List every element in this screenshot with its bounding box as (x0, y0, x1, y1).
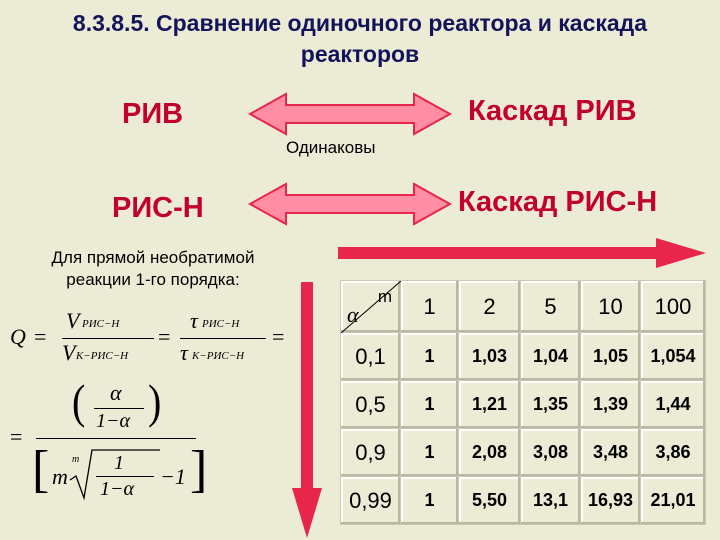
formula-one: 1 (114, 452, 124, 474)
label-identical: Одинаковы (286, 138, 376, 157)
formula-equals: = (272, 324, 285, 349)
slide-title (0, 8, 720, 70)
title-line-2: реакторов (300, 41, 420, 67)
table-cell: 1,054 (641, 333, 706, 381)
fraction-bar (180, 338, 266, 339)
label-cascade-riv: Каскад РИВ (468, 95, 637, 127)
fraction-bar (36, 438, 196, 439)
table-row (341, 333, 706, 381)
table-cell: 1,35 (521, 381, 581, 429)
conversion-table (340, 280, 706, 525)
table-cell: 1 (401, 477, 459, 525)
formula-tau-num: τ (190, 308, 198, 333)
paren-right: ) (148, 374, 162, 429)
note-line-2: реакции 1-го порядка: (66, 270, 240, 289)
bracket-right: ] (190, 441, 208, 498)
ratio-formula (10, 306, 320, 516)
table-cell: 1 (401, 381, 459, 429)
row-header: 0,99 (341, 477, 401, 525)
double-arrow-icon (250, 92, 450, 136)
corner-m: m (377, 287, 392, 306)
table-row (341, 429, 706, 477)
table-cell: 3,08 (521, 429, 581, 477)
table-row (341, 381, 706, 429)
table-cell: 21,01 (641, 477, 706, 525)
formula-v-num: V (66, 308, 80, 333)
table-corner (341, 281, 401, 333)
table-cell: 1 (401, 333, 459, 381)
formula-one-minus-alpha: 1−α (96, 410, 130, 432)
table-header-row (341, 281, 706, 333)
title-line-1: 8.3.8.5. Сравнение одиночного реактора и каскада (72, 10, 648, 36)
formula-one-minus-alpha-den: 1−α (100, 478, 134, 500)
arrow-right-icon (338, 238, 708, 268)
note-line-1: Для прямой необратимой (51, 248, 255, 267)
formula-alpha: α (110, 380, 122, 405)
formula-tau-den-sub: К−РИС−Н (192, 350, 245, 362)
table-cell: 3,86 (641, 429, 706, 477)
bracket-left: [ (32, 441, 50, 498)
table-cell: 16,93 (581, 477, 641, 525)
formula-q: Q (10, 324, 26, 349)
label-cascade-ris-n: Каскад РИС-Н (458, 186, 658, 218)
formula-m: m (52, 464, 68, 489)
table-row (341, 477, 706, 525)
column-header: 1 (401, 281, 459, 333)
fraction-bar (96, 476, 154, 477)
table-cell: 1,21 (459, 381, 521, 429)
formula-root-index: m (72, 454, 80, 465)
formula-equals: = (158, 324, 171, 349)
column-header: 100 (641, 281, 706, 333)
row-header: 0,1 (341, 333, 401, 381)
table-cell: 1,04 (521, 333, 581, 381)
table-cell: 5,50 (459, 477, 521, 525)
corner-alpha: α (347, 302, 359, 327)
reaction-note (18, 247, 288, 291)
double-arrow-icon (250, 182, 450, 226)
row-header: 0,9 (341, 429, 401, 477)
paren-left: ( (72, 374, 86, 429)
column-header: 5 (521, 281, 581, 333)
table-cell: 13,1 (521, 477, 581, 525)
label-riv: РИВ (122, 98, 184, 130)
row-header: 0,5 (341, 381, 401, 429)
table-cell: 1,39 (581, 381, 641, 429)
table-cell: 3,48 (581, 429, 641, 477)
fraction-bar (94, 408, 144, 409)
formula-equals: = (10, 424, 23, 449)
formula-v-den: V (62, 340, 76, 365)
formula-tau-den: τ (180, 340, 188, 365)
table-cell: 2,08 (459, 429, 521, 477)
formula-minus-one: −1 (160, 464, 186, 489)
formula-tau-num-sub: РИС−Н (202, 318, 240, 330)
formula-equals: = (34, 324, 47, 349)
formula-v-num-sub: РИС−Н (82, 318, 120, 330)
table-cell: 1,44 (641, 381, 706, 429)
table-cell: 1,03 (459, 333, 521, 381)
table-cell: 1,05 (581, 333, 641, 381)
column-header: 2 (459, 281, 521, 333)
table-cell: 1 (401, 429, 459, 477)
column-header: 10 (581, 281, 641, 333)
fraction-bar (62, 338, 154, 339)
formula-v-den-sub: К−РИС−Н (76, 350, 129, 362)
label-ris-n: РИС-Н (112, 192, 204, 224)
